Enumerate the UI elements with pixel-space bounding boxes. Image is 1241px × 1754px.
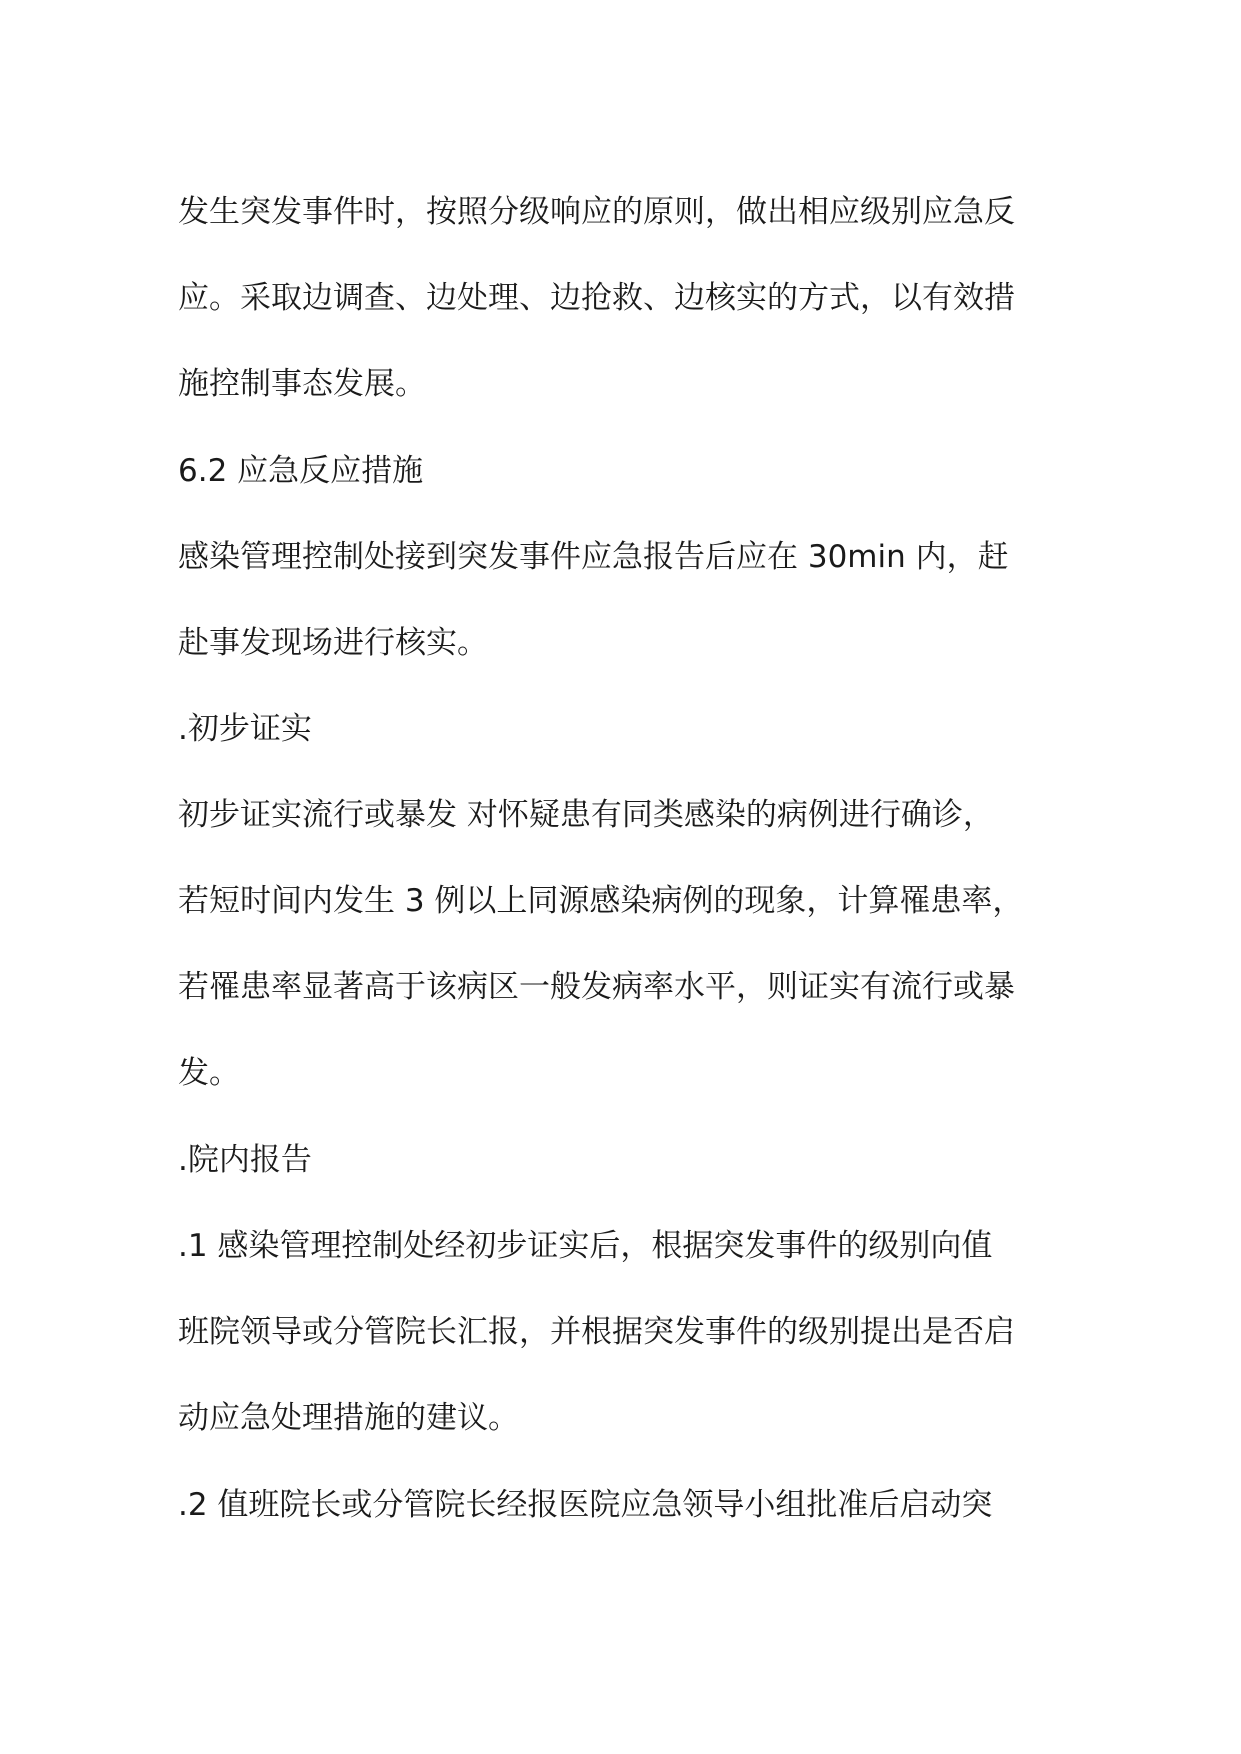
text-line: 动应急处理措施的建议。 — [178, 1400, 519, 1436]
paragraph-report-item-2 — [178, 1462, 1078, 1548]
text-line: .2 值班院长或分管院长经报医院应急领导小组批准后启动突 — [178, 1487, 993, 1523]
text-line: 施控制事态发展。 — [178, 366, 426, 402]
text-line: .1 感染管理控制处经初步证实后，根据突发事件的级别向值 — [178, 1228, 993, 1264]
text-line: 若罹患率显著高于该病区一般发病率水平，则证实有流行或暴 — [178, 969, 1015, 1005]
subheading-internal-report — [178, 1117, 1078, 1203]
text-line: 发。 — [178, 1055, 240, 1091]
paragraph-report-response — [178, 514, 1078, 686]
section-heading-6-2 — [178, 428, 1078, 514]
text-line: 班院领导或分管院长汇报，并根据突发事件的级别提出是否启 — [178, 1314, 1015, 1350]
heading-line: .院内报告 — [178, 1142, 312, 1178]
text-line: 发生突发事件时，按照分级响应的原则，做出相应级别应急反 — [178, 194, 1015, 230]
heading-line: .初步证实 — [178, 711, 312, 747]
paragraph-confirm-outbreak — [178, 772, 1078, 1116]
text-line: 感染管理控制处接到突发事件应急报告后应在 30min 内，赶 — [178, 539, 1009, 575]
text-line: 若短时间内发生 3 例以上同源感染病例的现象，计算罹患率， — [178, 883, 1024, 919]
text-line: 应。采取边调查、边处理、边抢救、边核实的方式，以有效措 — [178, 280, 1015, 316]
text-line: 赴事发现场进行核实。 — [178, 625, 488, 661]
heading-line: 6.2 应急反应措施 — [178, 453, 424, 489]
paragraph-report-item-1 — [178, 1203, 1078, 1461]
paragraph-graded-response — [178, 169, 1078, 427]
text-line: 初步证实流行或暴发 对怀疑患有同类感染的病例进行确诊， — [178, 797, 994, 833]
subheading-preliminary-confirmation — [178, 686, 1078, 772]
